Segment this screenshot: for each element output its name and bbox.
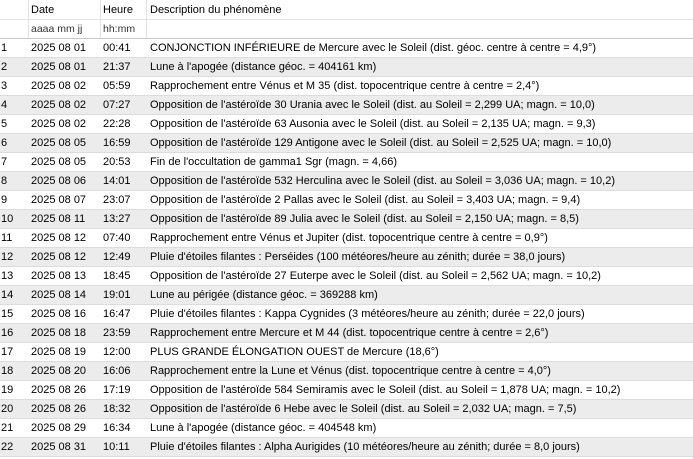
table-row[interactable]	[0, 77, 693, 96]
cell-time: 14:01	[103, 175, 131, 187]
cell-date: 2025 08 20	[31, 365, 87, 377]
cell-time: 23:07	[103, 194, 131, 206]
cell-time: 12:49	[103, 251, 131, 263]
cell-date: 2025 08 06	[31, 175, 87, 187]
cell-date: 2025 08 18	[31, 327, 87, 339]
cell-time: 10:11	[103, 441, 130, 453]
row-index: 21	[1, 422, 14, 434]
cell-description: Rapprochement entre Vénus et Jupiter (dist. topocentrique centre à centre = 0,9°)	[150, 232, 548, 244]
row-index: 9	[1, 194, 8, 206]
cell-time: 18:32	[103, 403, 131, 415]
cell-date: 2025 08 19	[31, 346, 87, 358]
cell-description: Opposition de l'astéroïde 63 Ausonia avec le Soleil (dist. au Soleil = 2,135 UA; magn. = 9,3)	[150, 118, 596, 130]
table-row[interactable]	[0, 229, 693, 248]
cell-description: Opposition de l'astéroïde 584 Semiramis avec le Soleil (dist. au Soleil = 1,878 UA; magn. = 10,2)	[150, 384, 621, 396]
column-header-description[interactable]: Description du phénomène	[150, 4, 282, 16]
cell-description: Pluie d'étoiles filantes : Alpha Aurigides (10 météores/heure au zénith; durée = 8,0 jours)	[150, 441, 580, 453]
cell-description: Fin de l'occultation de gamma1 Sgr (magn. = 4,66)	[150, 156, 397, 168]
cell-time: 05:59	[103, 80, 131, 92]
table-row[interactable]	[0, 305, 693, 324]
cell-description: Opposition de l'astéroïde 2 Pallas avec le Soleil (dist. au Soleil = 3,403 UA; magn. = 9,4)	[150, 194, 581, 206]
cell-time: 16:06	[103, 365, 131, 377]
cell-time: 16:47	[103, 308, 131, 320]
table-row[interactable]	[0, 419, 693, 438]
cell-description: Rapprochement entre la Lune et Vénus (dist. topocentrique centre à centre = 4,0°)	[150, 365, 551, 377]
cell-time: 07:40	[103, 232, 131, 244]
cell-date: 2025 08 02	[31, 99, 87, 111]
table-row[interactable]	[0, 324, 693, 343]
row-index: 1	[1, 42, 8, 54]
cell-date: 2025 08 02	[31, 80, 87, 92]
row-index: 18	[1, 365, 14, 377]
cell-date: 2025 08 26	[31, 403, 87, 415]
cell-date: 2025 08 26	[31, 384, 87, 396]
column-divider[interactable]	[28, 0, 29, 38]
cell-time: 16:34	[103, 422, 131, 434]
cell-description: Opposition de l'astéroïde 89 Julia avec le Soleil (dist. au Soleil = 2,150 UA; magn. = 8,5)	[150, 213, 579, 225]
cell-date: 2025 08 01	[31, 61, 87, 73]
table-row[interactable]	[0, 343, 693, 362]
cell-description: Opposition de l'astéroïde 30 Urania avec le Soleil (dist. au Soleil = 2,299 UA; magn. = 10,0)	[150, 99, 595, 111]
table-row[interactable]	[0, 115, 693, 134]
cell-description: Rapprochement entre Vénus et M 35 (dist. topocentrique centre à centre = 2,4°)	[150, 80, 540, 92]
row-index: 4	[1, 99, 8, 111]
cell-description: Opposition de l'astéroïde 27 Euterpe avec le Soleil (dist. au Soleil = 2,562 UA; magn. = 10,2)	[150, 270, 601, 282]
cell-description: Opposition de l'astéroïde 129 Antigone avec le Soleil (dist. au Soleil = 2,525 UA; magn. = 10,0)	[150, 137, 612, 149]
row-index: 2	[1, 61, 8, 73]
grid-header	[0, 0, 693, 39]
cell-time: 16:59	[103, 137, 131, 149]
column-header-date[interactable]: Date	[31, 4, 55, 16]
cell-description: Lune au périgée (distance géoc. = 369288 km)	[150, 289, 378, 301]
cell-date: 2025 08 05	[31, 156, 87, 168]
row-index: 19	[1, 384, 14, 396]
cell-date: 2025 08 12	[31, 251, 87, 263]
header-format-row	[0, 19, 693, 38]
cell-description: Pluie d'étoiles filantes : Kappa Cygnides (3 météores/heure au zénith; durée = 22,0 jours)	[150, 308, 585, 320]
cell-time: 12:00	[103, 346, 131, 358]
date-format-label: aaaa mm jj	[31, 23, 83, 35]
table-row[interactable]	[0, 400, 693, 419]
row-index: 5	[1, 118, 8, 130]
cell-description: Opposition de l'astéroïde 532 Herculina avec le Soleil (dist. au Soleil = 3,036 UA; magn. = 10,2)	[150, 175, 615, 187]
cell-date: 2025 08 12	[31, 232, 87, 244]
row-index: 3	[1, 80, 8, 92]
description-format-label	[150, 20, 690, 38]
table-row[interactable]	[0, 286, 693, 305]
cell-time: 22:28	[103, 118, 131, 130]
cell-time: 21:37	[103, 61, 131, 73]
cell-date: 2025 08 02	[31, 118, 87, 130]
row-index: 7	[1, 156, 8, 168]
row-index: 15	[1, 308, 14, 320]
cell-date: 2025 08 31	[31, 441, 87, 453]
row-index: 10	[1, 213, 14, 225]
cell-time: 19:01	[103, 289, 131, 301]
cell-time: 07:27	[103, 99, 131, 111]
table-row[interactable]	[0, 172, 693, 191]
row-index: 22	[1, 441, 14, 453]
cell-description: Lune à l'apogée (distance géoc. = 404161 km)	[150, 61, 377, 73]
row-index: 11	[1, 232, 13, 244]
table-row[interactable]	[0, 210, 693, 229]
cell-date: 2025 08 14	[31, 289, 87, 301]
cell-time: 17:19	[103, 384, 131, 396]
table-row[interactable]	[0, 39, 693, 58]
cell-description: PLUS GRANDE ÉLONGATION OUEST de Mercure (18,6°)	[150, 346, 439, 358]
table-row[interactable]	[0, 134, 693, 153]
header-titles-row	[0, 1, 693, 19]
table-row[interactable]	[0, 248, 693, 267]
cell-date: 2025 08 05	[31, 137, 87, 149]
cell-description: Pluie d'étoiles filantes : Perséides (100 météores/heure au zénith; durée = 38,0 jours)	[150, 251, 566, 263]
column-header-time[interactable]: Heure	[103, 4, 133, 16]
table-row[interactable]	[0, 58, 693, 77]
column-divider[interactable]	[100, 0, 101, 38]
cell-date: 2025 08 07	[31, 194, 87, 206]
table-row[interactable]	[0, 96, 693, 115]
row-index: 17	[1, 346, 14, 358]
table-row[interactable]	[0, 153, 693, 172]
row-index: 6	[1, 137, 8, 149]
table-row[interactable]	[0, 362, 693, 381]
row-index: 12	[1, 251, 14, 263]
row-index: 13	[1, 270, 14, 282]
table-row[interactable]	[0, 381, 693, 400]
table-row[interactable]	[0, 191, 693, 210]
cell-time: 23:59	[103, 327, 131, 339]
row-index: 20	[1, 403, 14, 415]
cell-date: 2025 08 01	[31, 42, 87, 54]
row-index: 16	[1, 327, 14, 339]
cell-description: Opposition de l'astéroïde 6 Hebe avec le Soleil (dist. au Soleil = 2,032 UA; magn. = 7,5)	[150, 403, 577, 415]
time-format-label: hh:mm	[103, 23, 136, 35]
cell-time: 00:41	[103, 42, 131, 54]
grid-body	[0, 39, 693, 457]
cell-description: Rapprochement entre Mercure et M 44 (dist. topocentrique centre à centre = 2,6°)	[150, 327, 549, 339]
column-divider[interactable]	[146, 0, 147, 38]
cell-time: 18:45	[103, 270, 131, 282]
row-index: 8	[1, 175, 8, 187]
cell-date: 2025 08 16	[31, 308, 87, 320]
cell-time: 20:53	[103, 156, 131, 168]
table-row[interactable]	[0, 267, 693, 286]
cell-description: Lune à l'apogée (distance géoc. = 404548 km)	[150, 422, 377, 434]
row-index: 14	[1, 289, 14, 301]
cell-description: CONJONCTION INFÉRIEURE de Mercure avec le Soleil (dist. géoc. centre à centre = 4,9°)	[150, 42, 597, 54]
cell-date: 2025 08 29	[31, 422, 87, 434]
cell-time: 13:27	[103, 213, 131, 225]
cell-date: 2025 08 13	[31, 270, 87, 282]
table-row[interactable]	[0, 438, 693, 457]
cell-date: 2025 08 11	[31, 213, 86, 225]
